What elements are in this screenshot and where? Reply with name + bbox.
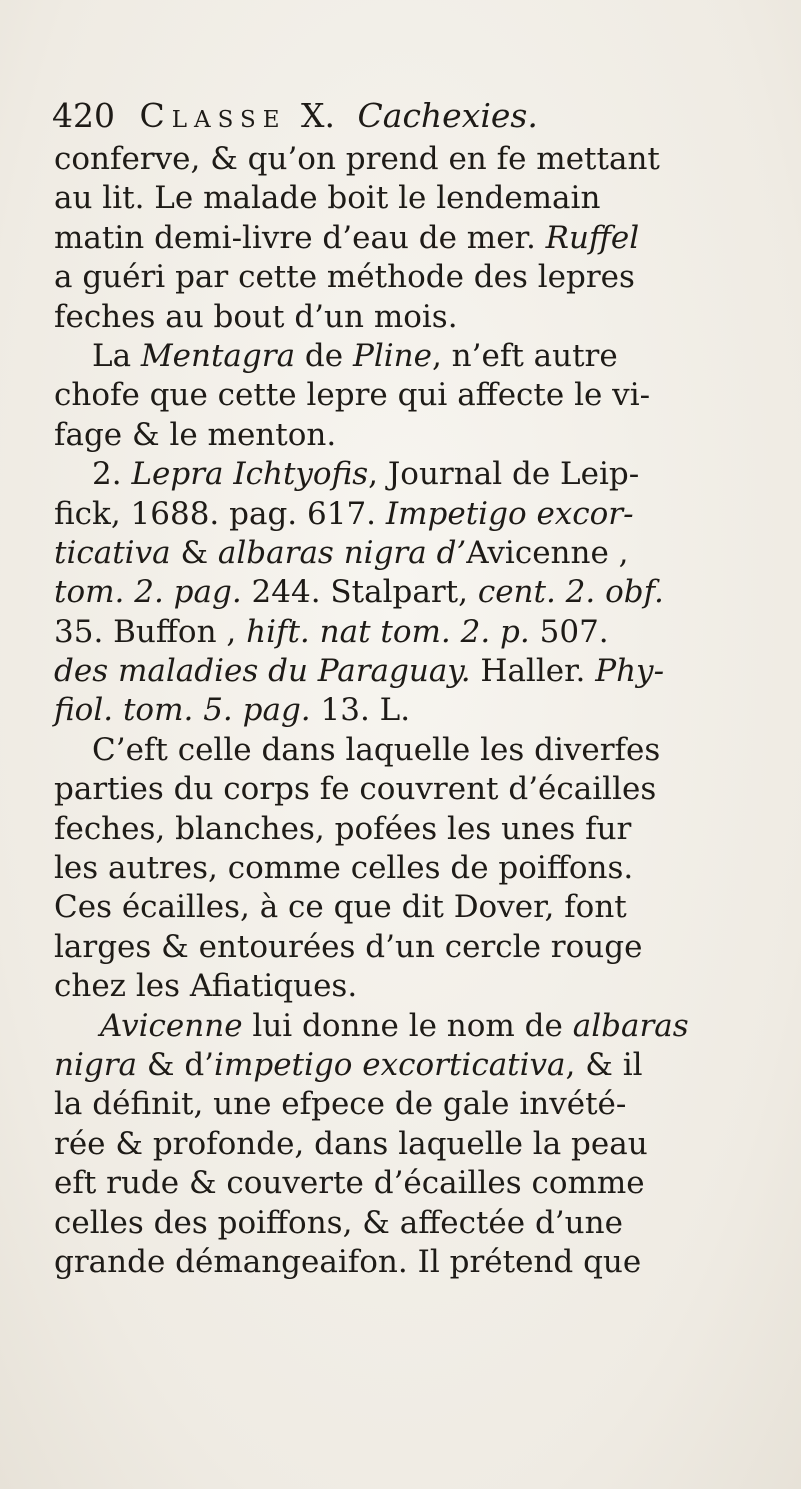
text-span: fage & le menton. [54, 416, 337, 453]
text-span: & d’ [137, 1046, 215, 1083]
italic-text: cent. 2. obf. [477, 574, 664, 611]
text-line [54, 1085, 774, 1124]
italic-text: Phy- [595, 653, 665, 690]
italic-text: impetigo excorticativa [214, 1046, 566, 1083]
text-span: , Journal de Leip- [368, 456, 640, 493]
text-span: larges & entourées d’un cercle rouge [54, 928, 643, 965]
italic-text: ticativa [54, 534, 171, 571]
text-span: Ces écailles, à ce que dit Dover, font [54, 889, 627, 926]
text-span: , & il [565, 1046, 643, 1083]
text-span: 244. Stalpart, [241, 574, 478, 611]
text-line [54, 1243, 774, 1282]
text-line [54, 1007, 774, 1046]
text-line [54, 455, 774, 494]
text-span: chez les Afiatiques. [54, 968, 358, 1005]
text-span: a guéri par cette méthode des lepres [54, 259, 635, 296]
text-line [54, 258, 774, 297]
text-line [54, 849, 774, 888]
text-line [54, 376, 774, 415]
text-span: Haller. [470, 653, 596, 690]
italic-text: Pline [352, 337, 432, 374]
text-span: les autres, comme celles de poiffons. [54, 850, 634, 887]
text-span: 13. L. [310, 692, 411, 729]
text-span: grande démangeaifon. Il prétend que [54, 1243, 642, 1280]
italic-text: albaras nigra d’ [217, 534, 467, 571]
text-line [54, 1046, 774, 1085]
text-span: , n’eft autre [431, 337, 618, 374]
text-span: & [170, 534, 218, 571]
text-line [54, 928, 774, 967]
text-span: 2. [92, 456, 132, 493]
text-line [54, 416, 774, 455]
running-header [52, 96, 772, 136]
italic-text: Avicenne [100, 1007, 243, 1044]
text-span: 507. [529, 613, 609, 650]
text-span: chofe que cette lepre qui affecte le vi- [54, 377, 651, 414]
text-span: 35. Buffon , [54, 613, 247, 650]
text-span: feches au bout d’un mois. [54, 298, 458, 335]
text-span: C’eft celle dans laquelle les diverfes [92, 731, 661, 768]
text-line [54, 652, 774, 691]
text-line [54, 534, 774, 573]
text-span: lui donne le nom de [242, 1007, 573, 1044]
page-number: 420 [52, 96, 115, 135]
text-line [54, 770, 774, 809]
italic-text: albaras [572, 1007, 689, 1044]
italic-text: Mentagra [140, 337, 296, 374]
text-line [54, 495, 774, 534]
italic-text: tom. 2. pag. [54, 574, 242, 611]
text-line [54, 691, 774, 730]
text-span: matin demi-livre d’eau de mer. [54, 219, 546, 256]
text-line [54, 1204, 774, 1243]
text-line [54, 888, 774, 927]
text-line [54, 1164, 774, 1203]
italic-text: hift. nat tom. 2. p. [246, 613, 530, 650]
header-class-number: X. [301, 96, 336, 135]
text-span: La [92, 337, 141, 374]
italic-text: Impetigo excor- [385, 495, 634, 532]
text-line [54, 810, 774, 849]
italic-text: nigra [54, 1046, 138, 1083]
italic-text: des maladies du Paraguay. [54, 653, 471, 690]
italic-text: fiol. tom. 5. pag. [54, 692, 311, 729]
text-span: au lit. Le malade boit le lendemain [54, 180, 601, 217]
text-span: celles des poiffons, & affectée d’une [54, 1204, 623, 1241]
running-title: Cachexies. [357, 96, 538, 135]
body-text [54, 140, 774, 1282]
text-line [54, 967, 774, 1006]
text-line [54, 179, 774, 218]
italic-text: Lepra Ichtyofis [131, 456, 369, 493]
text-line [54, 573, 774, 612]
text-line [54, 1125, 774, 1164]
text-span: fick, 1688. pag. 617. [54, 495, 386, 532]
text-line [54, 298, 774, 337]
text-span: feches, blanches, pofées les unes fur [54, 810, 632, 847]
text-span: rée & profonde, dans laquelle la peau [54, 1125, 648, 1162]
text-span: eft rude & couverte d’écailles comme [54, 1165, 645, 1202]
text-line [54, 140, 774, 179]
text-span: la définit, une efpece de gale invété- [54, 1086, 627, 1123]
text-span: parties du corps fe couvrent d’écailles [54, 771, 657, 808]
text-span: conferve, & qu’on prend en fe mettant [54, 141, 660, 177]
text-span: Avicenne , [466, 534, 629, 571]
italic-text: Ruffel [545, 219, 640, 256]
text-line [54, 219, 774, 258]
text-span: de [295, 337, 353, 374]
text-line [54, 613, 774, 652]
text-line [54, 731, 774, 770]
text-line [54, 337, 774, 376]
header-classe: Classe [139, 96, 287, 135]
